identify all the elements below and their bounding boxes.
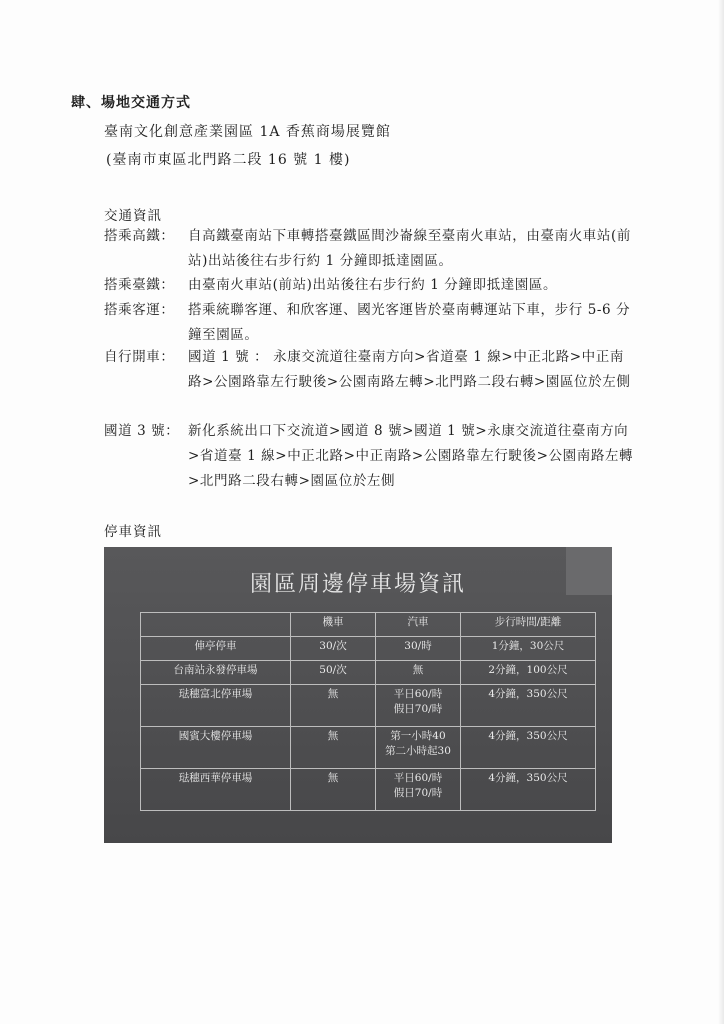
parking-panel-title: 園區周邊停車場資訊 <box>249 572 466 597</box>
lot-name: 琺穗富北停車場 <box>141 685 291 727</box>
car-fee: 平日60/時 假日70/時 <box>376 769 461 811</box>
transport-item-label: 搭乘高鐵： <box>104 228 175 244</box>
lot-name: 國賓大樓停車場 <box>141 727 291 769</box>
table-row <box>141 769 596 811</box>
transport-item-drive <box>104 345 634 395</box>
walk-distance: 2分鐘，100公尺 <box>461 661 596 685</box>
car-fee: 平日60/時 假日70/時 <box>376 685 461 727</box>
table-header-cell <box>141 613 291 637</box>
transport-item-label: 搭乘臺鐵： <box>104 277 175 293</box>
table-row <box>141 685 596 727</box>
venue-address: (臺南市東區北門路二段 16 號 1 樓) <box>106 152 351 168</box>
section-title: 肆、場地交通方式 <box>71 95 191 111</box>
parking-info-panel <box>104 547 612 843</box>
transport-item-text: 自高鐵臺南站下車轉搭臺鐵區間沙崙線至臺南火車站，由臺南火車站(前站)出站後往右步行約 1 分鐘即抵達園區。 <box>188 228 631 269</box>
table-header-cell: 機車 <box>291 613 376 637</box>
transport-item-text: 搭乘統聯客運、和欣客運、國光客運皆於臺南轉運站下車，步行 5-6 分鐘至園區。 <box>188 302 631 343</box>
moto-fee: 30/次 <box>291 637 376 661</box>
moto-fee: 無 <box>291 769 376 811</box>
parking-table <box>140 612 596 811</box>
car-fee: 無 <box>376 661 461 685</box>
scan-edge-shadow <box>718 0 724 1024</box>
transport-item-freeway3 <box>104 419 634 494</box>
table-row <box>141 727 596 769</box>
walk-distance: 4分鐘，350公尺 <box>461 769 596 811</box>
transport-item-text: 新化系統出口下交流道>國道 8 號>國道 1 號>永康交流道往臺南方向>省道臺 1 線>中正北路>中正南路>公園路靠左行駛後>公園南路左轉>北門路二段右轉>園區位於左側 <box>188 423 634 489</box>
moto-fee: 50/次 <box>291 661 376 685</box>
moto-fee: 無 <box>291 727 376 769</box>
walk-distance: 4分鐘，350公尺 <box>461 727 596 769</box>
transport-heading: 交通資訊 <box>104 208 162 224</box>
table-row <box>141 661 596 685</box>
car-fee: 第一小時40 第二小時起30 <box>376 727 461 769</box>
transport-item-label: 自行開車： <box>104 349 175 365</box>
transport-item-hsr <box>104 224 634 274</box>
transport-item-tra <box>104 273 634 298</box>
transport-item-text: 國道 1 號 ： 永康交流道往臺南方向>省道臺 1 線>中正北路>中正南路>公園路靠左行駛後>公園南路左轉>北門路二段右轉>園區位於左側 <box>188 349 631 390</box>
venue-name: 臺南文化創意產業園區 1A 香蕉商場展覽館 <box>104 124 391 140</box>
transport-item-text: 由臺南火車站(前站)出站後往右步行約 1 分鐘即抵達園區。 <box>188 277 558 293</box>
table-header-cell: 汽車 <box>376 613 461 637</box>
lot-name: 台南站永發停車場 <box>141 661 291 685</box>
transport-item-bus <box>104 298 634 348</box>
transport-item-label: 搭乘客運： <box>104 302 175 318</box>
moto-fee: 無 <box>291 685 376 727</box>
car-fee: 30/時 <box>376 637 461 661</box>
lot-name: 俥亭停車 <box>141 637 291 661</box>
table-row <box>141 637 596 661</box>
table-header-row <box>141 613 596 637</box>
lot-name: 琺穗西華停車場 <box>141 769 291 811</box>
parking-heading: 停車資訊 <box>104 524 162 540</box>
walk-distance: 1分鐘，30公尺 <box>461 637 596 661</box>
table-header-cell: 步行時間/距離 <box>461 613 596 637</box>
walk-distance: 4分鐘，350公尺 <box>461 685 596 727</box>
transport-item-label: 國道 3 號： <box>104 423 180 439</box>
